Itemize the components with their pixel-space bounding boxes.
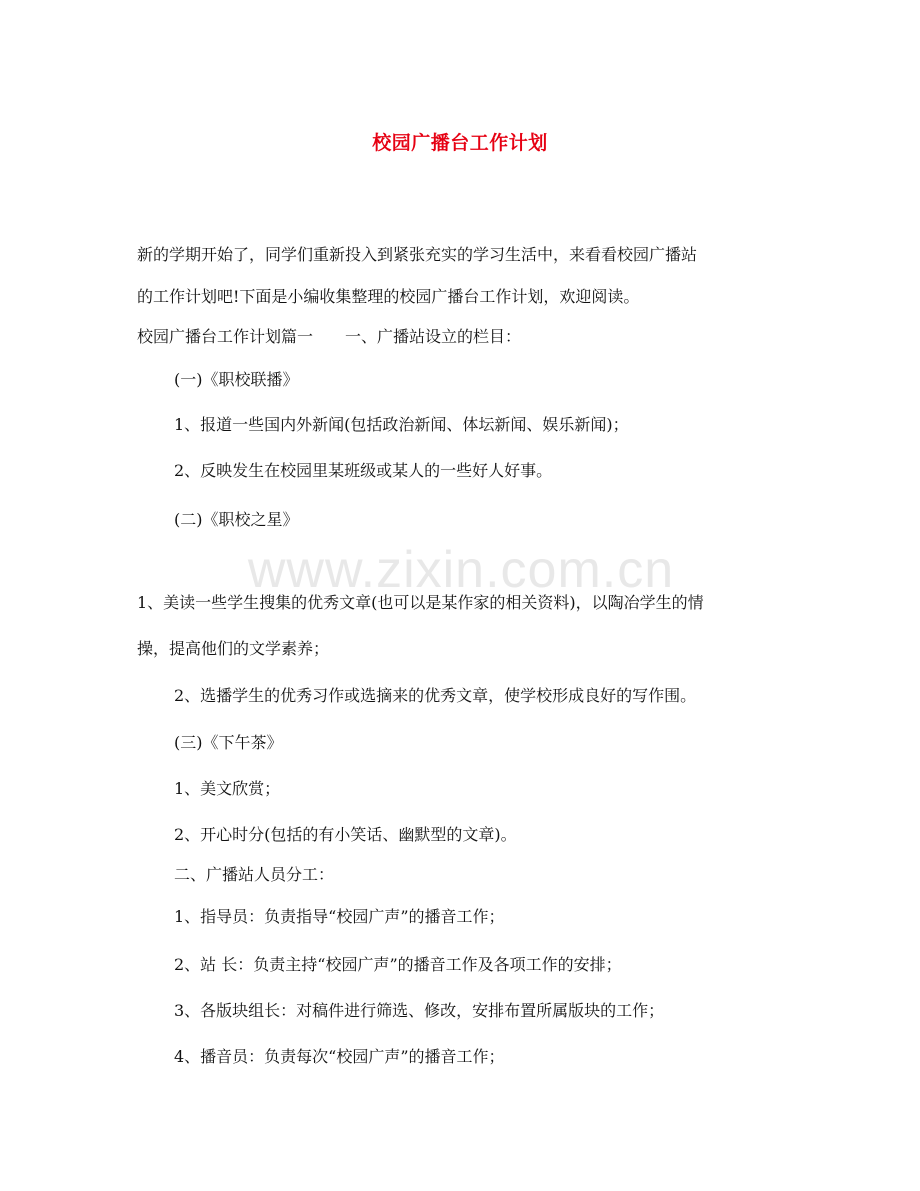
section-heading: (一)《职校联播》 — [174, 370, 299, 389]
watermark: www.zixin.com.cn — [247, 541, 675, 599]
list-item: 3、各版块组长：对稿件进行筛选、修改，安排布置所属版块的工作； — [174, 1001, 665, 1020]
paragraph-line: 的工作计划吧!下面是小编收集整理的校园广播台工作计划，欢迎阅读。 — [137, 287, 640, 306]
paragraph-line: 校园广播台工作计划篇一 一、广播站设立的栏目： — [137, 327, 522, 346]
document-title: 校园广播台工作计划 — [372, 132, 548, 154]
list-item: 2、开心时分(包括的有小笑话、幽默型的文章)。 — [174, 825, 517, 844]
list-item: 2、站 长：负责主持“校园广声”的播音工作及各项工作的安排； — [174, 955, 622, 974]
paragraph-line: 操，提高他们的文学素养； — [137, 639, 330, 658]
list-item: 1、指导员：负责指导“校园广声”的播音工作； — [174, 907, 505, 926]
paragraph-line: 新的学期开始了，同学们重新投入到紧张充实的学习生活中，来看看校园广播站 — [137, 245, 698, 264]
list-item: 1、报道一些国内外新闻(包括政治新闻、体坛新闻、娱乐新闻)； — [174, 415, 629, 434]
list-item: 1、美文欣赏； — [174, 779, 281, 798]
list-item: 4、播音员：负责每次“校园广声”的播音工作； — [174, 1047, 505, 1066]
section-heading: (三)《下午茶》 — [174, 733, 283, 752]
list-item: 2、选播学生的优秀习作或选摘来的优秀文章，使学校形成良好的写作围。 — [174, 686, 697, 705]
list-item: 1、美读一些学生搜集的优秀文章(也可以是某作家的相关资料)，以陶冶学生的情 — [137, 593, 704, 612]
section-heading: 二、广播站人员分工： — [174, 865, 335, 884]
list-item: 2、反映发生在校园里某班级或某人的一些好人好事。 — [174, 461, 553, 480]
section-heading: (二)《职校之星》 — [174, 510, 299, 529]
